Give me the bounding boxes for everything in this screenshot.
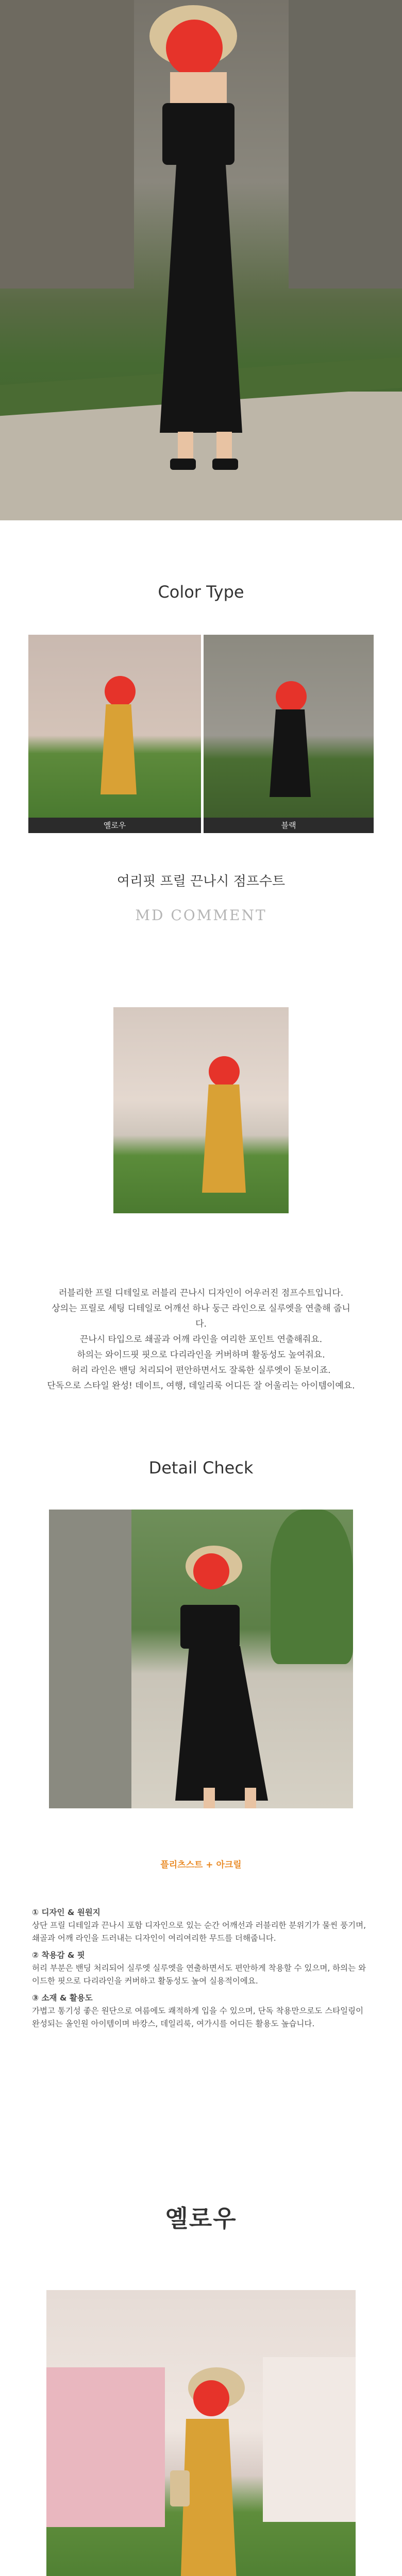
detail-item <box>32 1906 372 1945</box>
color-thumb-black[interactable] <box>204 635 374 818</box>
hero-photo <box>0 0 402 520</box>
product-name: 여리핏 프릴 끈나시 점프수트 <box>116 874 286 889</box>
color-thumb-yellow[interactable] <box>28 635 201 818</box>
md-comment-heading: MD COMMENT <box>135 907 267 924</box>
detail-item-body: 가볍고 통기성 좋은 원단으로 여름에도 쾌적하게 입을 수 있으며, 단독 착용만으로도 스타일링이 완성되는 올인원 아이템이며 바캉스, 데일리룩, 여가시를 어디든 활용도 높습니다. <box>32 2006 364 2028</box>
description-line: 허리 라인은 밴딩 처리되어 편안하면서도 잘록한 실루엣이 돋보이죠. <box>71 1365 331 1376</box>
md-comment-photo <box>113 1007 289 1213</box>
detail-item <box>32 1992 372 2030</box>
color-caption-yellow: 옐로우 <box>28 818 201 833</box>
color-caption-black: 블랙 <box>204 818 374 833</box>
color-type-title: Color Type <box>158 582 244 602</box>
detail-point-label: 플리츠스트 + 아크릴 <box>160 1860 242 1870</box>
detail-item-body: 허리 부분은 밴딩 처리되어 실루엣 실루엣을 연출하면서도 편안하게 착용할 수 있으며, 하의는 와이드한 핏으로 다리라인을 커버하고 활동성도 높여 실용적이에요. <box>32 1963 366 1986</box>
detail-check-photo <box>49 1510 353 1808</box>
detail-check-title: Detail Check <box>148 1458 254 1478</box>
description-line: 단독으로 스타일 완성! 데이트, 여행, 데일리룩 어디든 잘 어울리는 아이템이예요. <box>47 1381 355 1391</box>
detail-item-body: 상단 프릴 디테일과 끈나시 포함 디자인으로 있는 순간 어깨선과 러블리한 분위기가 물씬 풍기며, 쇄골과 어깨 라인을 드러내는 디자인이 여리여리한 무드를 더해줍니다. <box>32 1921 366 1943</box>
yellow-photo-1 <box>46 2290 356 2576</box>
description-line: 러블리한 프릴 디테일로 러블리 끈나시 디자인이 어우러진 점프수트입니다. <box>58 1288 344 1298</box>
description-line: 하의는 와이드핏 핏으로 다리라인을 커버하며 활동성도 높여줘요. <box>77 1350 325 1360</box>
detail-item-heading: ③ 소재 & 활용도 <box>32 1993 93 2003</box>
detail-item-heading: ① 디자인 & 원원지 <box>32 1908 100 1917</box>
yellow-section-title: 옐로우 <box>165 2205 237 2232</box>
detail-item-heading: ② 착용감 & 핏 <box>32 1951 85 1960</box>
description-line: 끈나시 타입으로 쇄골과 어깨 라인을 여리한 포인트 연출해줘요. <box>79 1334 323 1345</box>
detail-item <box>32 1949 372 1988</box>
detail-list <box>32 1906 372 2030</box>
product-description <box>46 1285 356 1394</box>
description-line: 상의는 프릴로 세팅 디테일로 어깨선 하나 둥근 라인으로 실루엣을 연출해 줍니다. <box>52 1303 350 1329</box>
